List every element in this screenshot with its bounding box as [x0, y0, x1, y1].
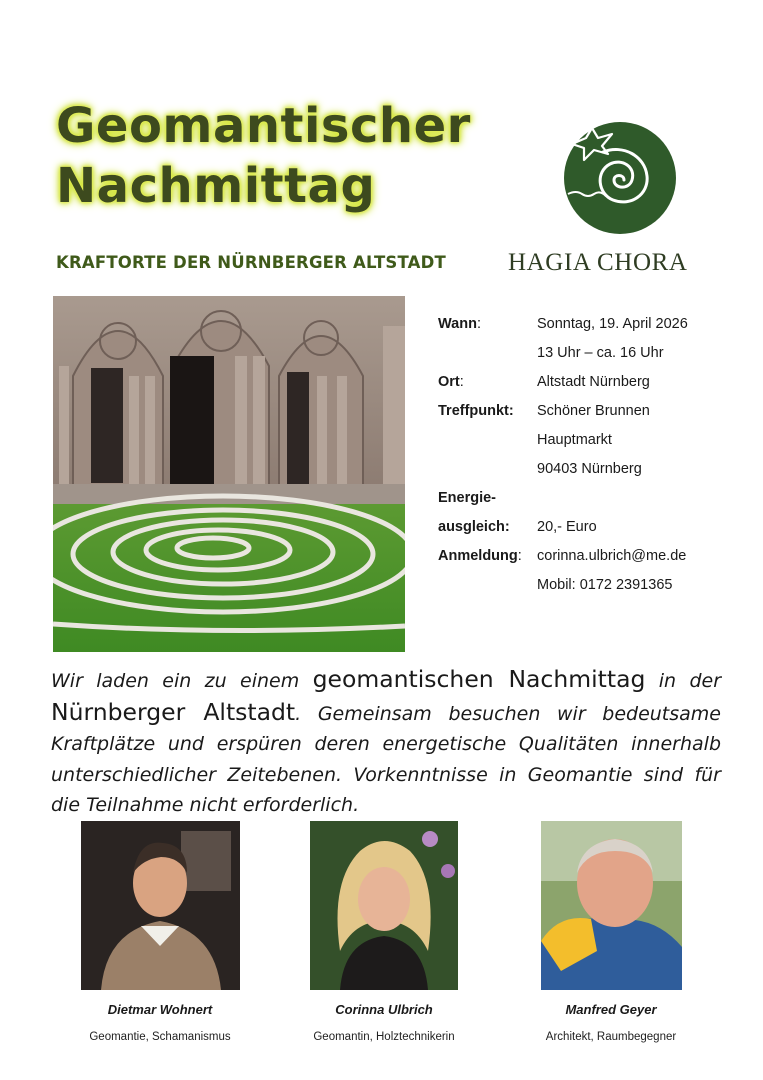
team-member-role: Geomantin, Holztechnikerin — [313, 1031, 455, 1043]
portrait-photo-1 — [81, 821, 240, 990]
meeting-point-line-2: Hauptmarkt — [537, 432, 612, 448]
location-label-colon: : — [459, 374, 464, 390]
when-label-colon: : — [476, 316, 481, 332]
page-subtitle: KRAFTORTE DER NÜRNBERGER ALTSTADT — [56, 253, 446, 272]
fee-value: 20,- Euro — [537, 519, 597, 535]
intro-highlight-2: Nürnberger Altstadt — [51, 697, 296, 726]
location-value: Altstadt Nürnberg — [537, 374, 650, 390]
team-member-2 — [284, 821, 484, 1043]
logo-text: HAGIA CHORA — [508, 249, 688, 276]
intro-part-2: in der — [645, 670, 722, 692]
registration-email[interactable]: corinna.ulbrich@me.de — [537, 548, 687, 564]
intro-part-3: . Gemeinsam besuchen wir bedeutsame Kraftplätze und erspüren deren energetische Qualitäten innerhalb unterschiedlicher Zeitebenen. Vorkenntnisse in Geomantie sind für die Teilnahme nicht erforderlich. — [51, 702, 721, 816]
intro-highlight-1: geomantischen Nachmittag — [312, 665, 646, 693]
team-member-role: Geomantie, Schamanismus — [89, 1031, 231, 1043]
intro-paragraph — [51, 664, 721, 821]
fee-label-line-2: ausgleich: — [438, 519, 510, 535]
when-date: Sonntag, 19. April 2026 — [537, 316, 688, 332]
registration-phone[interactable]: Mobil: 0172 2391365 — [537, 577, 673, 593]
portrait-photo-3 — [541, 821, 682, 990]
team-member-name: Corinna Ulbrich — [335, 1002, 433, 1017]
registration-label-colon: : — [517, 548, 522, 564]
meeting-point-label: Treffpunkt: — [438, 403, 514, 419]
when-time: 13 Uhr – ca. 16 Uhr — [537, 345, 664, 361]
portrait-photo-2 — [310, 821, 458, 990]
cathedral-labyrinth-photo — [53, 296, 405, 652]
meeting-point-line-1: Schöner Brunnen — [537, 403, 650, 419]
title-line-1: Geomantischer — [56, 98, 471, 154]
team-member-name: Dietmar Wohnert — [107, 1002, 213, 1017]
when-label: Wann — [438, 316, 477, 332]
intro-part-1: Wir laden ein zu einem — [51, 670, 313, 692]
location-label: Ort — [438, 374, 460, 390]
title-line-2: Nachmittag — [56, 158, 376, 214]
team-member-name: Manfred Geyer — [565, 1002, 657, 1017]
registration-label: Anmeldung — [438, 548, 518, 564]
team-member-3 — [511, 821, 711, 1043]
page-title — [56, 96, 471, 216]
meeting-point-line-3: 90403 Nürnberg — [537, 461, 642, 477]
fee-label-line-1: Energie- — [438, 490, 497, 506]
hagia-chora-logo — [562, 120, 678, 236]
team-member-1 — [60, 821, 260, 1043]
team-member-role: Architekt, Raumbegegner — [545, 1031, 677, 1043]
